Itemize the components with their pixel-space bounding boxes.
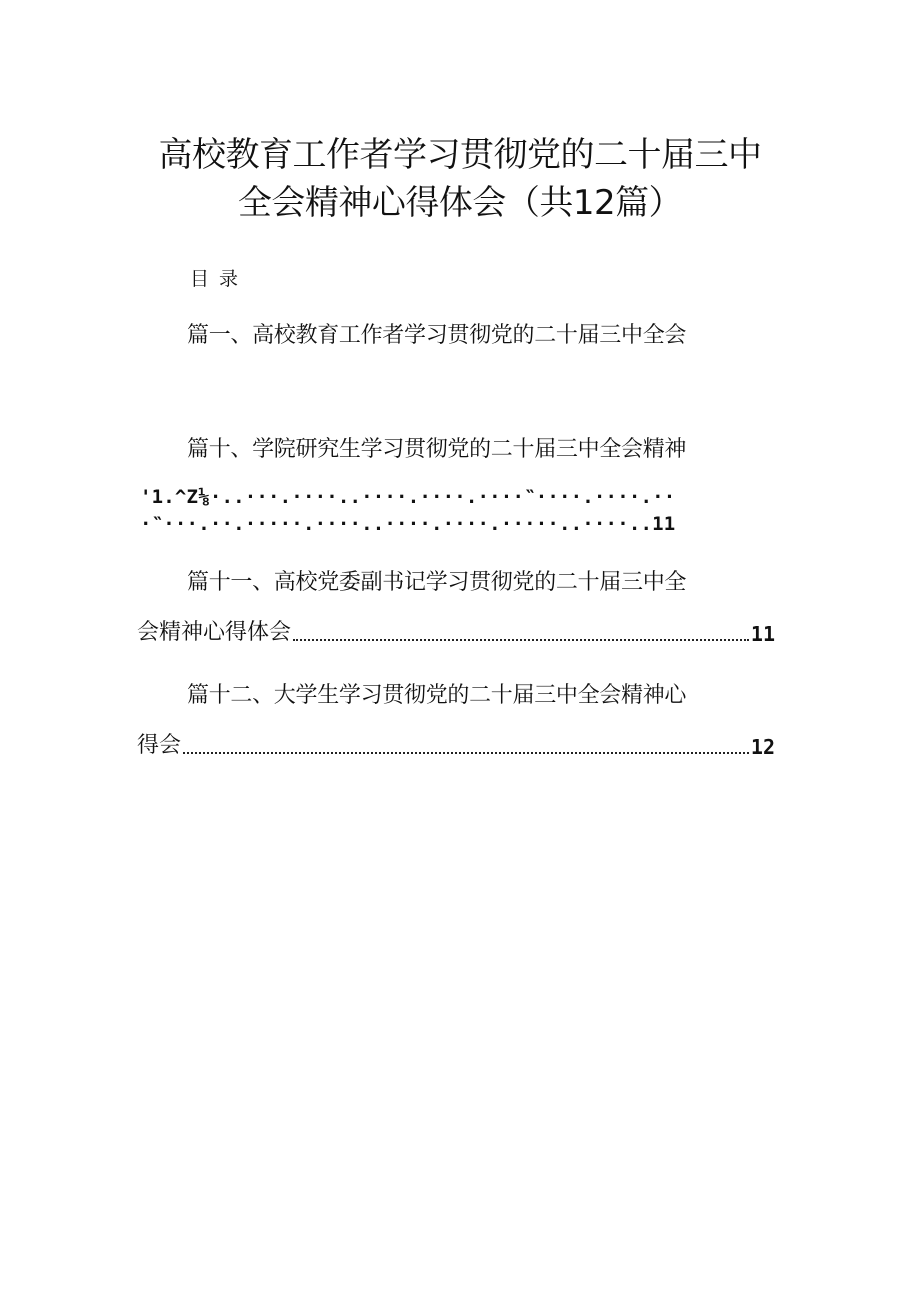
toc-entry-11[interactable]: 篇十一、高校党委副书记学习贯彻党的二十届三中全 — [187, 570, 687, 595]
document-title-line2: 全会精神心得体会（共12篇） — [237, 183, 683, 223]
toc-entry-11-continuation-row[interactable] — [137, 620, 775, 646]
toc-entry-12-continuation-row[interactable] — [137, 733, 775, 759]
toc-entry-10-garbled-line1: '1.^Z⅛·..···.····..····.····.····‶····.····.·· — [140, 486, 676, 508]
document-title-line1: 高校教育工作者学习贯彻党的二十届三中 — [158, 135, 762, 175]
toc-entry-12-page-number: 12 — [750, 735, 775, 759]
dot-leader — [293, 639, 749, 641]
toc-entry-12-continuation: 得会 — [137, 733, 182, 758]
dot-leader — [183, 752, 749, 754]
toc-entry-1[interactable]: 篇一、高校教育工作者学习贯彻党的二十届三中全会 — [187, 323, 687, 348]
toc-entry-12[interactable]: 篇十二、大学生学习贯彻党的二十届三中全会精神心 — [187, 683, 687, 708]
toc-entry-10[interactable]: 篇十、学院研究生学习贯彻党的二十届三中全会精神 — [187, 437, 687, 462]
toc-entry-10-garbled-line2: ·‶···.··.·····.····..····.····.·····..····..11 — [140, 513, 676, 535]
toc-entry-11-page-number: 11 — [750, 622, 775, 646]
toc-heading: 目 录 — [190, 268, 241, 290]
toc-entry-11-continuation: 会精神心得体会 — [137, 620, 292, 645]
